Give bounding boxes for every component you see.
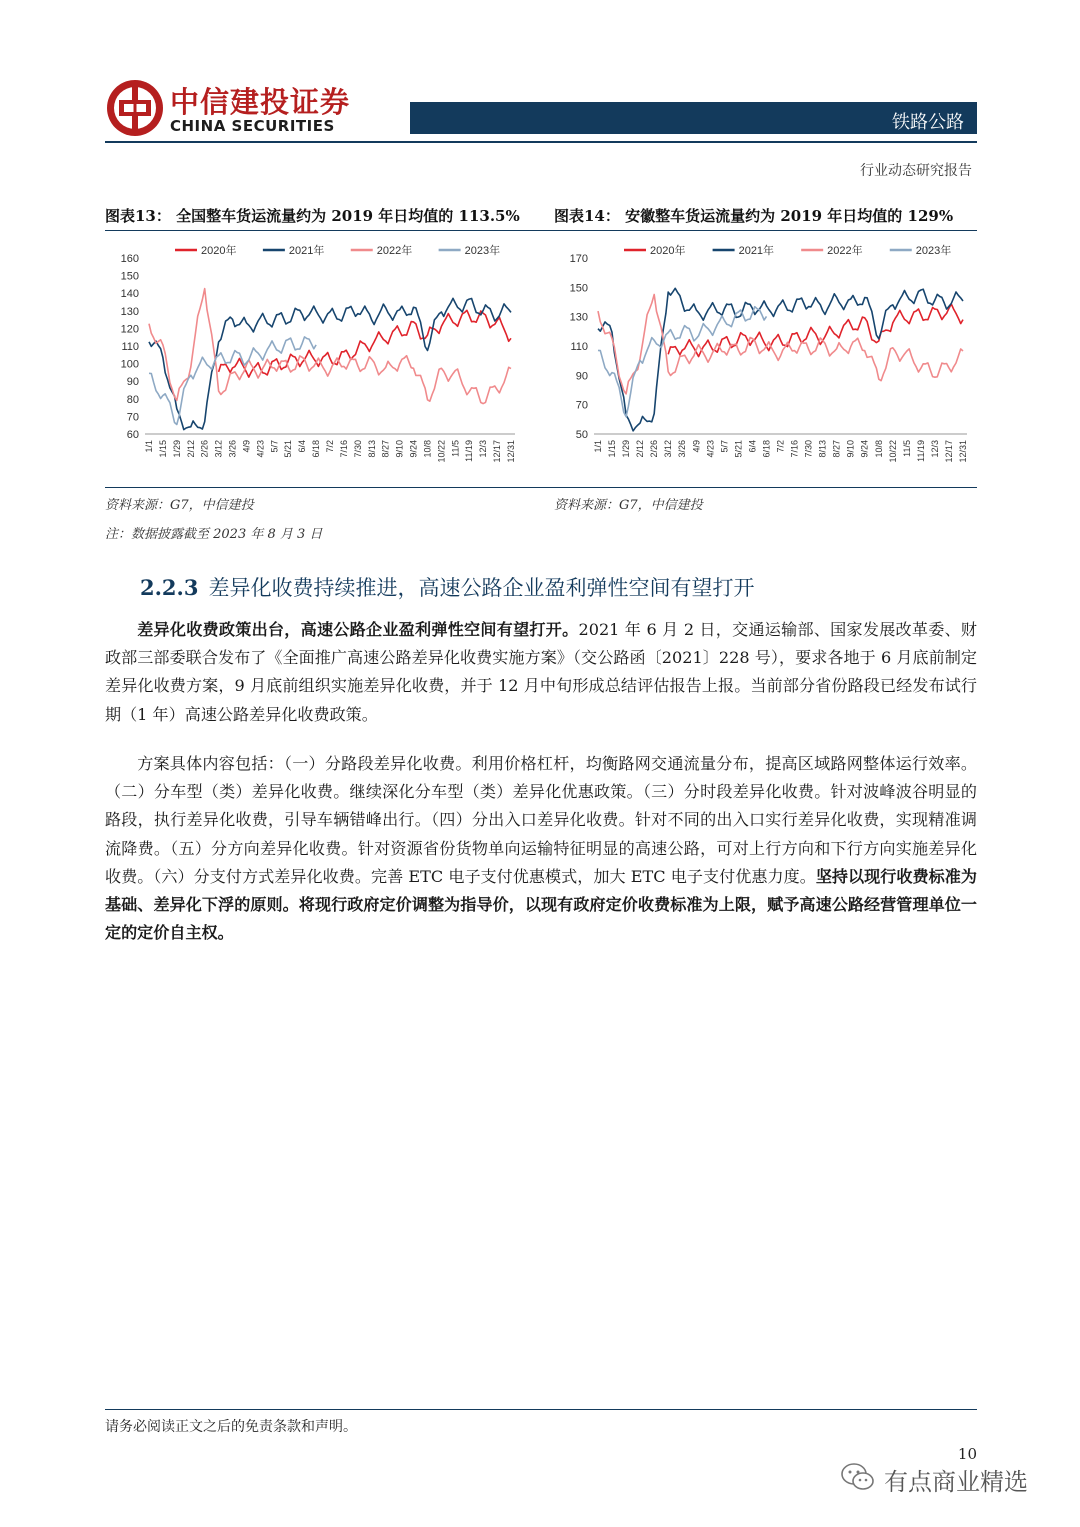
- y-tick-label-9: 150: [120, 270, 139, 283]
- y-tick-label-0: 50: [575, 429, 588, 441]
- x-tick-label-4: 2/26: [199, 440, 210, 458]
- legend-label-3: 2023年: [915, 245, 952, 257]
- legend-label-2: 2022年: [376, 245, 413, 257]
- x-tick-label-23: 11/19: [915, 440, 926, 462]
- y-tick-label-1: 70: [126, 411, 139, 424]
- legend-label-3: 2023年: [464, 245, 501, 257]
- x-tick-label-25: 12/17: [492, 440, 503, 463]
- y-tick-label-6: 170: [569, 253, 588, 265]
- figure-14-label: 图表14：: [554, 207, 620, 225]
- x-tick-label-17: 8/27: [831, 440, 842, 458]
- y-tick-label-8: 140: [120, 288, 139, 301]
- x-tick-label-13: 7/2: [325, 440, 335, 453]
- paragraph-2-bold: 坚持以现行收费标准为基础、差异化下浮的原则。将现行政府定价调整为指导价，以现有政府定价收费标准为上限，赋予高速公路经营管理单位一定的定价自主权。: [105, 866, 977, 943]
- x-tick-label-18: 9/10: [845, 440, 856, 458]
- y-tick-label-1: 70: [575, 399, 588, 412]
- legend-label-2: 2022年: [827, 245, 863, 257]
- x-tick-label-10: 5/21: [733, 440, 744, 458]
- series-line-1: [149, 298, 511, 429]
- wechat-icon: [840, 1462, 876, 1492]
- y-tick-label-2: 90: [575, 370, 588, 383]
- chart-figure-14: [554, 236, 977, 482]
- figure-13-caption: 全国整车货运流量约为 2019 年日均值的 113.5%: [176, 207, 520, 225]
- paragraph-2-body: 方案具体内容包括：（一）分路段差异化收费。利用价格杠杆，均衡路网交通流量分布，提高区域路网整体运行效率。（二）分车型（类）差异化收费。继续深化分车型（类）差异化优惠政策。（三）分时段差异化收费。针对波峰波谷明显的路段，执行差异化收费，引导车辆错峰出行。（四）分出入口差异化收费。针对不同的出入口实行差异化收费，实现精准调流降费。（五）分方向差异化收费。针对资源省份货物单向运输特征明显的高速公路，可对上行方向和下行方向实施差异化收费。（六）分支付方式差异化收费。完善 ETC 电子支付优惠模式，加大 ETC 电子支付优惠力度。: [105, 754, 977, 886]
- figure-14-title: [554, 205, 953, 226]
- x-tick-label-16: 8/13: [817, 440, 828, 458]
- chart-legend: [624, 243, 951, 257]
- x-tick-label-10: 5/21: [283, 440, 294, 458]
- x-tick-label-22: 11/5: [450, 440, 461, 457]
- legend-label-0: 2020年: [201, 245, 237, 257]
- x-tick-label-24: 12/3: [929, 440, 940, 458]
- header-section-label: 铁路公路: [892, 112, 964, 133]
- x-tick-label-17: 8/27: [380, 440, 391, 458]
- y-tick-label-10: 160: [120, 253, 139, 265]
- watermark: 有点商业精选: [884, 1468, 1028, 1496]
- series-line-3: [149, 337, 316, 425]
- report-type: 行业动态研究报告: [860, 163, 972, 179]
- x-tick-label-5: 3/12: [213, 440, 224, 458]
- x-tick-label-2: 1/29: [621, 440, 632, 458]
- legend-label-0: 2020年: [650, 245, 686, 257]
- chart-figure-13: [105, 236, 525, 482]
- chart-legend: [175, 243, 500, 257]
- x-tick-label-4: 2/26: [649, 440, 660, 458]
- paragraph-1-lead: 差异化收费政策出台，高速公路企业盈利弹性空间有望打开。: [137, 620, 579, 639]
- x-tick-label-18: 9/10: [394, 440, 405, 458]
- x-tick-label-21: 10/22: [436, 440, 447, 463]
- y-tick-label-0: 60: [126, 429, 139, 441]
- x-tick-label-11: 6/4: [747, 440, 758, 453]
- data-note: 注：数据披露截至 2023 年 8 月 3 日: [105, 527, 323, 542]
- footer-divider: [105, 1409, 977, 1410]
- x-tick-label-15: 7/30: [803, 440, 814, 458]
- x-tick-label-15: 7/30: [352, 440, 363, 458]
- paragraph-1-body: 2021 年 6 月 2 日，交通运输部、国家发展改革委、财政部三部委联合发布了《全面推广高速公路差异化收费实施方案》（交公路函〔2021〕228 号），要求各地于 6 月底前制定差异化收费方案，9 月底前组织实施差异化收费，并于 12 月中旬形成总结评估报告上报。当前部分省份路段已经发布试行期（1 年）高速公路差异化收费政策。: [105, 620, 978, 724]
- x-tick-label-23: 11/19: [464, 440, 475, 462]
- figure-13-title: [105, 205, 520, 226]
- x-tick-label-26: 12/31: [506, 440, 516, 463]
- x-tick-label-7: 4/9: [691, 440, 702, 453]
- series-line-2: [598, 295, 963, 394]
- x-tick-label-3: 2/12: [185, 440, 196, 458]
- brand-name-cn: 中信建投证券: [170, 85, 351, 119]
- x-tick-label-24: 12/3: [478, 440, 489, 458]
- x-tick-label-0: 1/1: [593, 440, 603, 453]
- series-line-1: [598, 288, 963, 431]
- figure-14-source: 资料来源：G7，中信建投: [554, 498, 703, 513]
- y-tick-label-5: 110: [121, 341, 139, 353]
- china-securities-logo-icon: [105, 78, 165, 138]
- x-tick-label-19: 9/24: [408, 440, 419, 458]
- disclaimer: 请务必阅读正文之后的免责条款和声明。: [105, 1419, 357, 1435]
- x-tick-label-16: 8/13: [366, 440, 377, 458]
- section-heading: [140, 572, 754, 602]
- x-tick-label-21: 10/22: [887, 440, 898, 463]
- x-tick-label-6: 3/26: [677, 440, 688, 458]
- series-line-3: [598, 307, 767, 417]
- x-tick-label-3: 2/12: [635, 440, 646, 458]
- y-tick-label-4: 100: [120, 358, 139, 371]
- x-tick-label-6: 3/26: [227, 440, 238, 458]
- x-tick-label-26: 12/31: [958, 440, 968, 463]
- x-tick-label-20: 10/8: [422, 440, 433, 458]
- x-tick-label-12: 6/18: [311, 440, 322, 458]
- brand-name-en: CHINA SECURITIES: [170, 117, 335, 135]
- x-tick-label-11: 6/4: [297, 440, 308, 453]
- header-divider: [105, 141, 977, 143]
- y-tick-label-2: 80: [126, 393, 139, 406]
- section-number: 2.2.3: [140, 575, 199, 600]
- x-tick-label-0: 1/1: [144, 440, 154, 453]
- x-tick-label-9: 5/7: [269, 440, 280, 453]
- y-tick-label-3: 110: [570, 341, 588, 353]
- legend-label-1: 2021年: [288, 245, 325, 257]
- x-tick-label-2: 1/29: [171, 440, 182, 458]
- y-tick-label-4: 130: [569, 311, 588, 324]
- x-tick-label-14: 7/16: [789, 440, 800, 458]
- y-tick-label-3: 90: [126, 376, 139, 389]
- page-number: 10: [957, 1445, 977, 1463]
- x-tick-label-13: 7/2: [775, 440, 786, 453]
- paragraph-2: [105, 750, 977, 947]
- x-tick-label-9: 5/7: [719, 440, 730, 453]
- figure-14-caption: 安徽整车货运流量约为 2019 年日均值的 129%: [625, 207, 954, 225]
- y-tick-label-5: 150: [569, 282, 588, 295]
- figure-bottom-divider: [105, 487, 977, 488]
- x-tick-label-7: 4/9: [241, 440, 252, 453]
- x-tick-label-25: 12/17: [943, 440, 954, 463]
- figure-top-divider: [105, 230, 977, 231]
- y-tick-label-7: 130: [120, 305, 139, 318]
- x-tick-label-8: 4/23: [255, 440, 266, 458]
- figure-13-source: 资料来源：G7，中信建投: [105, 498, 254, 513]
- section-title: 差异化收费持续推进，高速公路企业盈利弹性空间有望打开: [208, 576, 755, 600]
- x-tick-label-19: 9/24: [859, 440, 870, 458]
- x-tick-label-20: 10/8: [873, 440, 884, 458]
- x-tick-label-14: 7/16: [338, 440, 349, 458]
- x-tick-label-1: 1/15: [157, 440, 168, 458]
- x-tick-label-22: 11/5: [901, 440, 912, 457]
- paragraph-1: [105, 616, 977, 729]
- x-tick-label-1: 1/15: [607, 440, 618, 458]
- x-tick-label-5: 3/12: [663, 440, 674, 458]
- y-tick-label-6: 120: [120, 323, 139, 336]
- legend-label-1: 2021年: [738, 245, 775, 257]
- x-tick-label-8: 4/23: [705, 440, 716, 458]
- figure-13-label: 图表13：: [105, 207, 171, 225]
- x-tick-label-12: 6/18: [761, 440, 772, 458]
